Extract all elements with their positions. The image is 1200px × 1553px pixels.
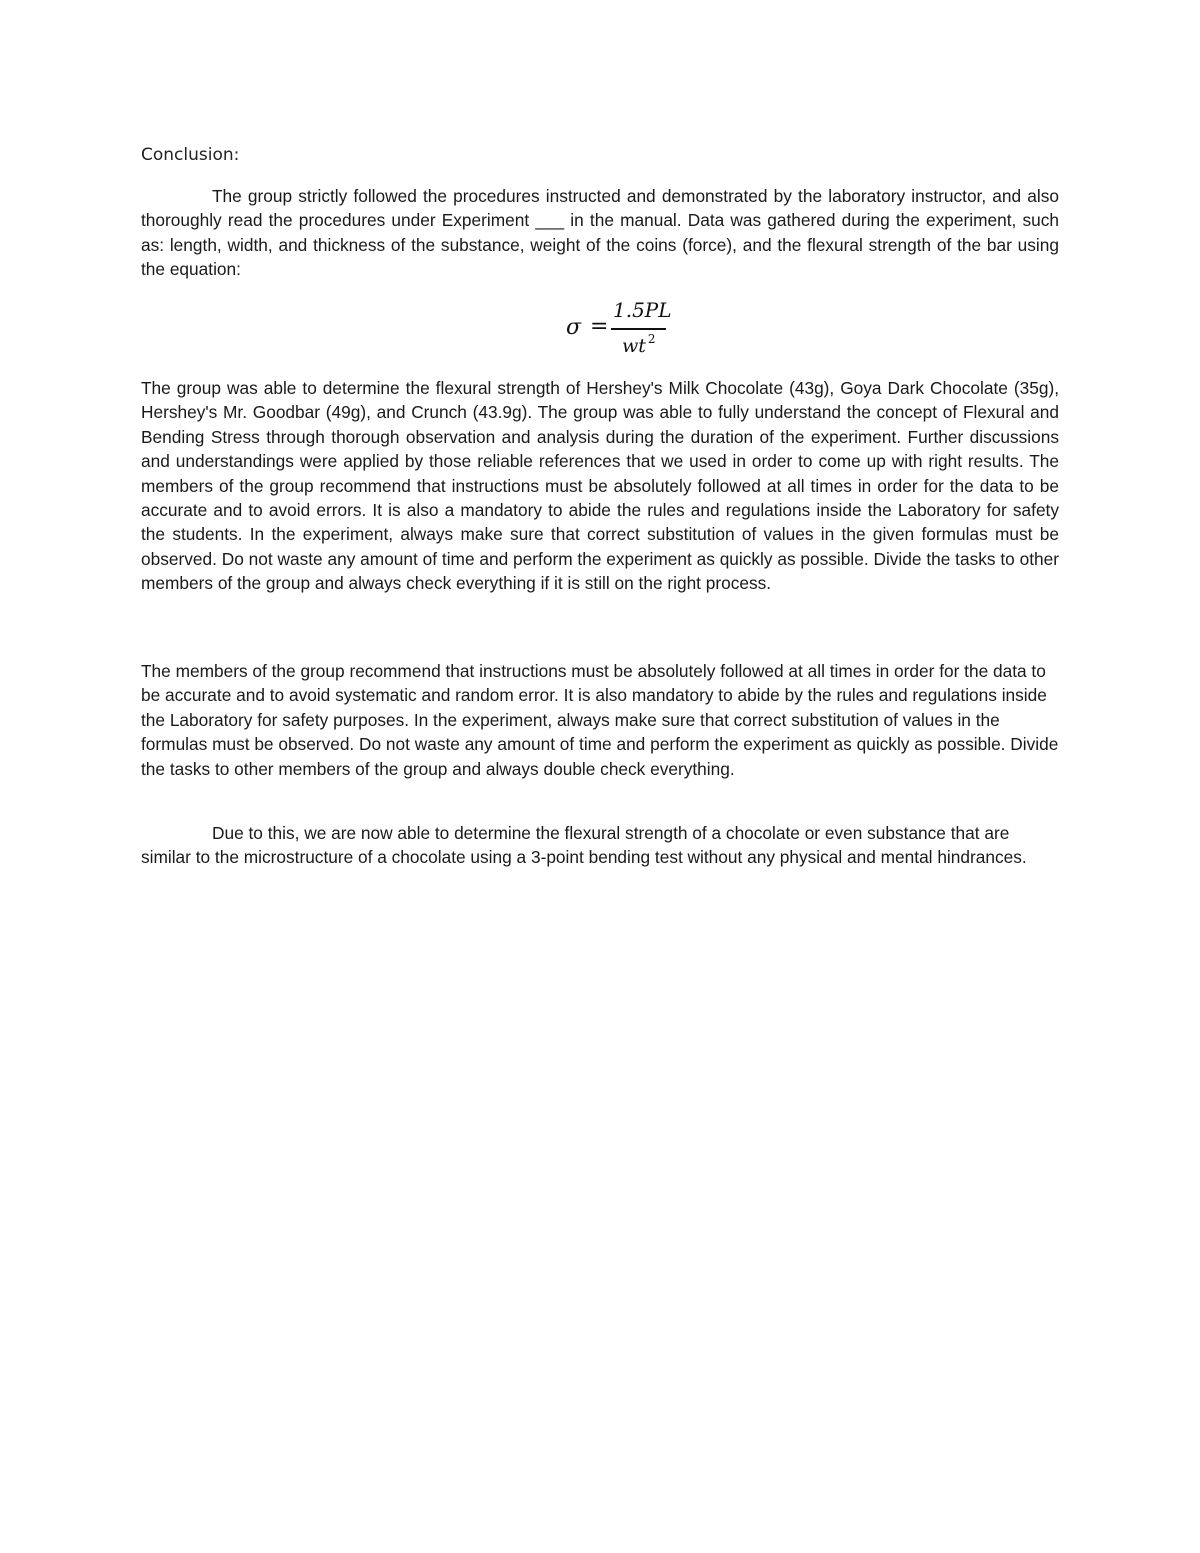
paragraph-recommendations: The members of the group recommend that instructions must be absolutely followed at all times in order for the data to be accurate and to avoid systematic and random error. It is also mandatory to abide by the rules and regulations inside the Laboratory for safety purposes. In the experiment, always make sure that correct substitution of values in the formulas must be observed. Do not waste any amount of time and perform the experiment as quickly as possible. Divide the tasks to other members of the group and always double check everything. [141,661,1059,779]
section-heading: Conclusion: [141,145,240,165]
equation-sigma: σ [566,315,582,340]
equation-denominator-base: wt [622,335,646,357]
paragraph-results: The group was able to determine the flexural strength of Hershey's Milk Chocolate (43g), Goya Dark Chocolate (35g), Hershey's Mr. Goodbar (49g), and Crunch (43.9g). The group was able to fully understand the concept of Flexural and Bending Stress through thorough observation and analysis during the duration of the experiment. Further discussions and understandings were applied by those reliable references that we used in order to come up with right results. The members of the group recommend that instructions must be absolutely followed at all times in order for the data to be accurate and to avoid errors. It is also a mandatory to abide the rules and regulations inside the Laboratory for safety the students. In the experiment, always make sure that correct substitution of values in the given formulas must be observed. Do not waste any amount of time and perform the experiment as quickly as possible. Divide the tasks to other members of the group and always check everything if it is still on the right process. [141,378,1059,594]
equation-denominator [622,332,656,357]
equation-numerator: 1.5PL [613,298,672,322]
paragraph-procedures: The group strictly followed the procedures instructed and demonstrated by the laboratory instructor, and also thoroughly read the procedures under Experiment ___ in the manual. Data was gathered during the experiment, such as: length, width, and thickness of the substance, weight of the coins (force), and the flexural strength of the bar using the equation: [141,186,1059,280]
equation-fraction-bar [611,328,666,330]
flexural-strength-equation [566,298,676,362]
paragraph-closing: Due to this, we are now able to determine the flexural strength of a chocolate or even substance that are similar to the microstructure of a chocolate using a 3-point bending test without any physical and mental hindrances. [141,823,1027,868]
equation-denominator-exponent: 2 [647,332,656,346]
equation-equals: = [590,314,609,339]
